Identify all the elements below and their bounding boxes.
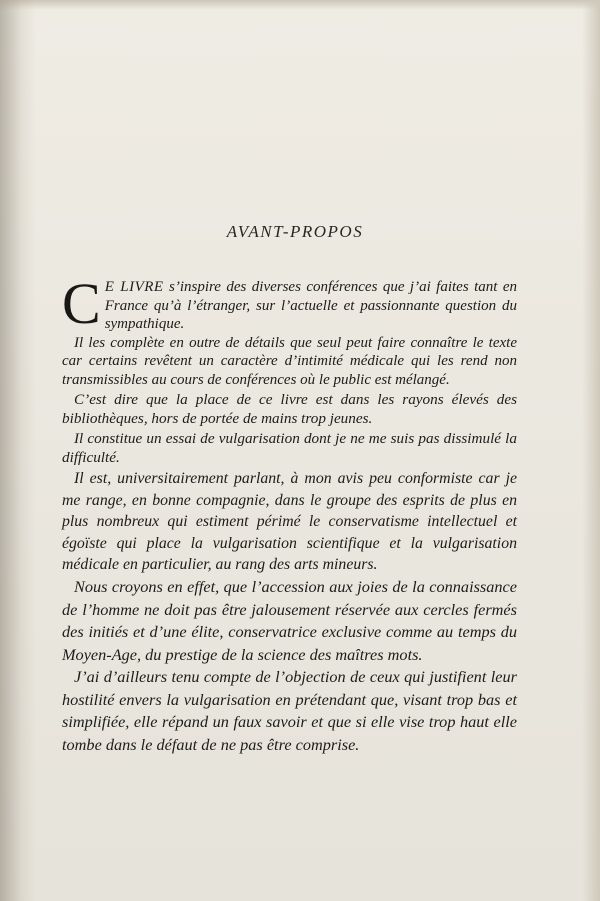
paragraph-5: Il est, universitairement parlant, à mon avis peu conformiste car je me range, en bonne compagnie, dans le groupe des esprits de plus en plus nombreux qui estiment périmé le conservatisme intellectuel et égoïste qui place la vulgarisation scientifique et la vulgarisation médicale en particulier, au rang des arts mineurs.: [62, 469, 517, 574]
page-right-edge: [582, 0, 600, 901]
paragraph-1-text: s’inspire des diverses conférences que j’ai faites tant en France qu’à l’étranger, sur l’actuelle et passionnante question du sympathique.: [104, 279, 517, 333]
paragraph-2: Il les complète en outre de détails que seul peut faire connaître le texte car certains revêtent un caractère d’intimité médicale qui les rend non transmissibles au cours de conférences où le public est mélangé.: [62, 334, 517, 388]
page-title: AVANT-PROPOS: [226, 222, 364, 241]
paragraph-3: C’est dire que la place de ce livre est dans les rayons élevés des bibliothèques, hors de portée de mains trop jeunes.: [62, 390, 517, 428]
page-body: [62, 271, 517, 757]
drop-cap: C: [62, 271, 101, 336]
paragraph-1: [62, 271, 517, 336]
page-top-edge: [0, 0, 600, 10]
first-words-caps: E LIVRE: [104, 279, 164, 295]
paragraph-6: Nous croyons en effet, que l’accession aux joies de la connaissance de l’homme ne doit pas être jalousement réservée aux cercles fermés des initiés et d’une élite, conservatrice exclusive comme au temps du Moyen-Age, du prestige de la science des maîtres mots.: [62, 576, 517, 664]
paragraph-4: Il constitue un essai de vulgarisation dont je ne me suis pas dissimulé la difficulté.: [62, 429, 517, 467]
paragraph-7: J’ai d’ailleurs tenu compte de l’objection de ceux qui justifient leur hostilité envers la vulgarisation en prétendant que, visant trop bas et simplifiée, elle répand un faux savoir et que si elle vise trop haut elle tombe dans le défaut de ne pas être comprise.: [62, 667, 517, 755]
binding-shadow: [0, 0, 36, 901]
